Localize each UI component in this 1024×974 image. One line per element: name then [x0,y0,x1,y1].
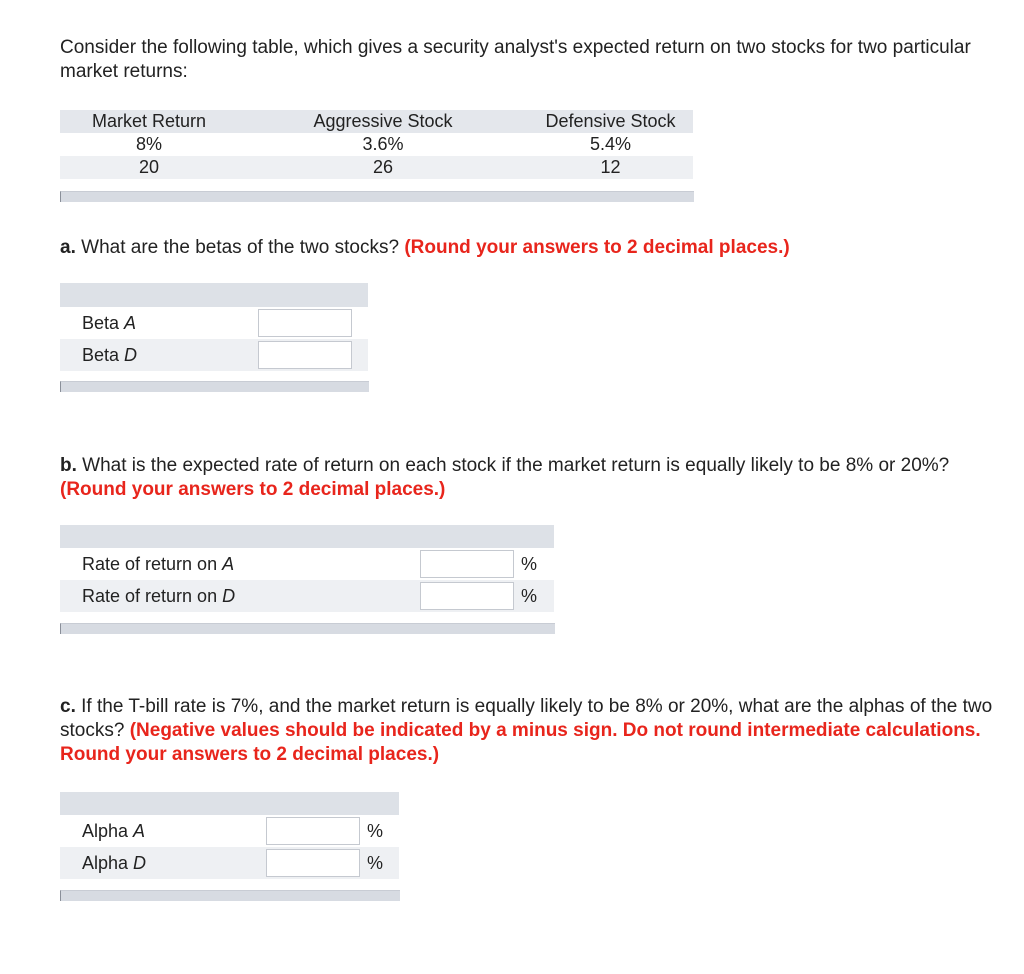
label-text: Beta [82,313,125,333]
answer-table-footer [60,890,400,901]
question-letter: a. [60,237,76,258]
cell-defensive-stock: 5.4% [589,134,632,154]
answer-row-rate-d [60,580,554,612]
answer-label [82,307,136,339]
alpha-d-input[interactable] [266,849,360,877]
answer-table-footer [60,623,555,634]
answer-row-rate-a [60,548,554,580]
question-text: What are the betas of the two stocks? [81,237,400,258]
answer-table-header [60,525,554,548]
header-defensive-stock: Defensive Stock [545,111,676,131]
question-text: What is the expected rate of return on each stock if the market return is equally likely to be 8% or 20%? [82,455,950,476]
question-text: If the T-bill rate is 7%, and the market return is equally likely to be 8% or 20%, what are the alphas of the two stocks? [60,696,993,741]
question-letter: c. [60,696,76,717]
intro-text: Consider the following table, which gives a security analyst's expected return on two stocks for two particular market returns: [60,37,971,82]
alpha-a-input[interactable] [266,817,360,845]
table-row [60,156,693,179]
label-variable: D [133,853,147,873]
label-text: Alpha [82,853,134,873]
answer-row-alpha-a [60,815,399,847]
answer-table-header [60,283,368,307]
cell-defensive-stock: 12 [600,157,621,177]
label-text: Beta [82,345,125,365]
question-c [60,695,1010,767]
table-footer-bar [60,191,694,202]
answer-label [82,580,235,612]
answer-label [82,815,145,847]
label-variable: A [124,313,137,333]
answer-table-header [60,792,399,815]
returns-table [60,110,693,179]
percent-unit: % [521,554,538,574]
question-instruction: (Round your answers to 2 decimal places.) [60,479,446,500]
answer-label [82,847,146,879]
table-header-row [60,110,693,133]
label-text: Alpha [82,821,134,841]
rate-d-input[interactable] [420,582,514,610]
label-text: Rate of return on [82,586,223,606]
percent-unit: % [521,586,538,606]
header-market-return: Market Return [91,111,207,131]
percent-unit: % [367,853,384,873]
rate-a-input[interactable] [420,550,514,578]
question-a [60,236,1010,260]
answer-row-beta-d [60,339,368,371]
cell-market-return: 20 [138,157,160,177]
question-b [60,454,1010,502]
cell-market-return: 8% [135,134,162,154]
answer-table-footer [60,381,369,392]
table-row [60,133,693,156]
answer-label [82,339,137,371]
question-instruction: (Round your answers to 2 decimal places.) [404,237,790,258]
beta-d-input[interactable] [258,341,352,369]
question-instruction: (Negative values should be indicated by a minus sign. Do not round intermediate calculations. Round your answers to 2 decimal places.) [60,720,981,765]
header-aggressive-stock: Aggressive Stock [313,111,453,131]
label-variable: D [124,345,138,365]
answer-label [82,548,234,580]
label-variable: A [222,554,235,574]
percent-unit: % [367,821,384,841]
beta-a-input[interactable] [258,309,352,337]
answer-row-alpha-d [60,847,399,879]
cell-aggressive-stock: 26 [372,157,394,177]
question-letter: b. [60,455,77,476]
label-variable: A [133,821,146,841]
label-text: Rate of return on [82,554,223,574]
answer-row-beta-a [60,307,368,339]
cell-aggressive-stock: 3.6% [362,134,404,154]
label-variable: D [222,586,236,606]
